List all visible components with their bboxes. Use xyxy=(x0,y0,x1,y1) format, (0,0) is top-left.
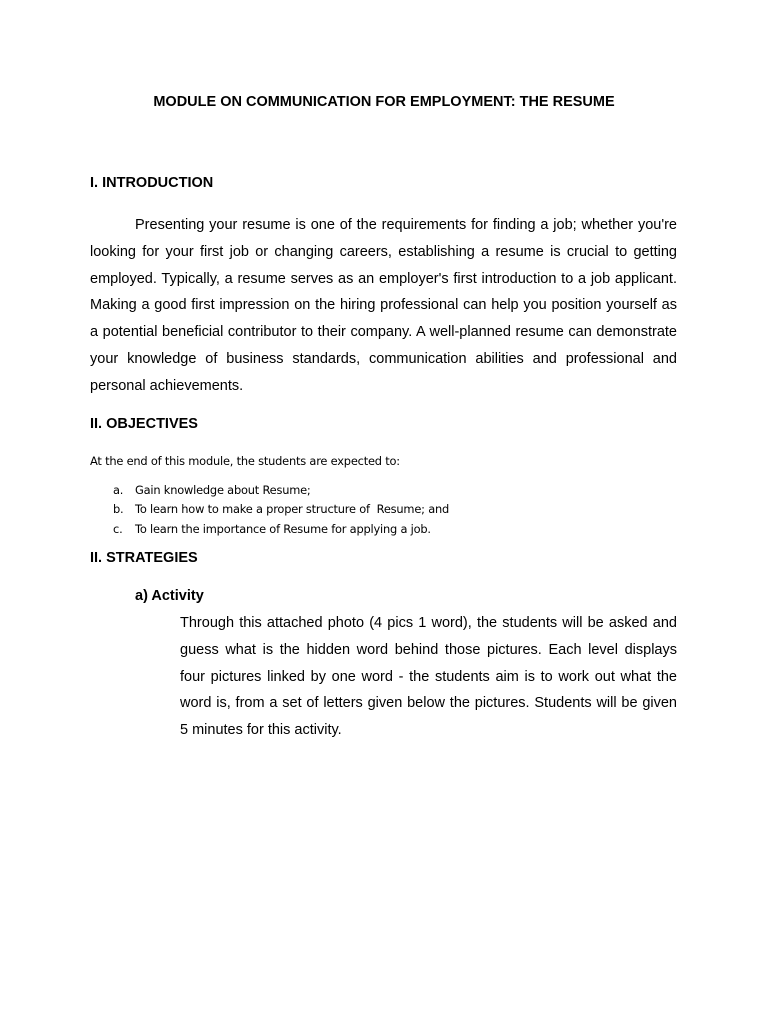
objective-text: To learn how to make a proper structure of Resume; and xyxy=(135,502,450,517)
activity-heading: a) Activity xyxy=(135,588,204,604)
list-marker: b. xyxy=(113,502,124,517)
objective-text: Gain knowledge about Resume; xyxy=(135,483,311,497)
introduction-heading: I. INTRODUCTION xyxy=(90,175,214,191)
strategies-heading: II. STRATEGIES xyxy=(90,550,198,566)
list-marker: c. xyxy=(113,521,123,536)
introduction-paragraph: Presenting your resume is one of the requirements for finding a job; whether you're looking for your first job or changing careers, establishing a resume is crucial to getting employed. Typically, a resume serves as an employer's first introduction to a job applicant. Making a good first impression on the hiring professional can help you position yourself as a potential beneficial contributor to their company. A well-planned resume can demonstrate your knowledge of business standards, communication abilities and professional and personal achievements. xyxy=(90,217,677,394)
objective-text: To learn the importance of Resume for applying a job. xyxy=(135,521,431,536)
activity-paragraph: Through this attached photo (4 pics 1 word), the students will be asked and guess what is the hidden word behind those pictures. Each level displays four pictures linked by one word - the students aim is to work out what the word is, from a set of letters given below the pictures. Students will be given 5 minutes for this activity. xyxy=(180,615,677,739)
objectives-intro: At the end of this module, the students are expected to: xyxy=(90,454,400,468)
document-title: MODULE ON COMMUNICATION FOR EMPLOYMENT: THE RESUME xyxy=(153,94,615,110)
objectives-heading: II. OBJECTIVES xyxy=(90,416,198,432)
list-marker: a. xyxy=(113,483,124,497)
